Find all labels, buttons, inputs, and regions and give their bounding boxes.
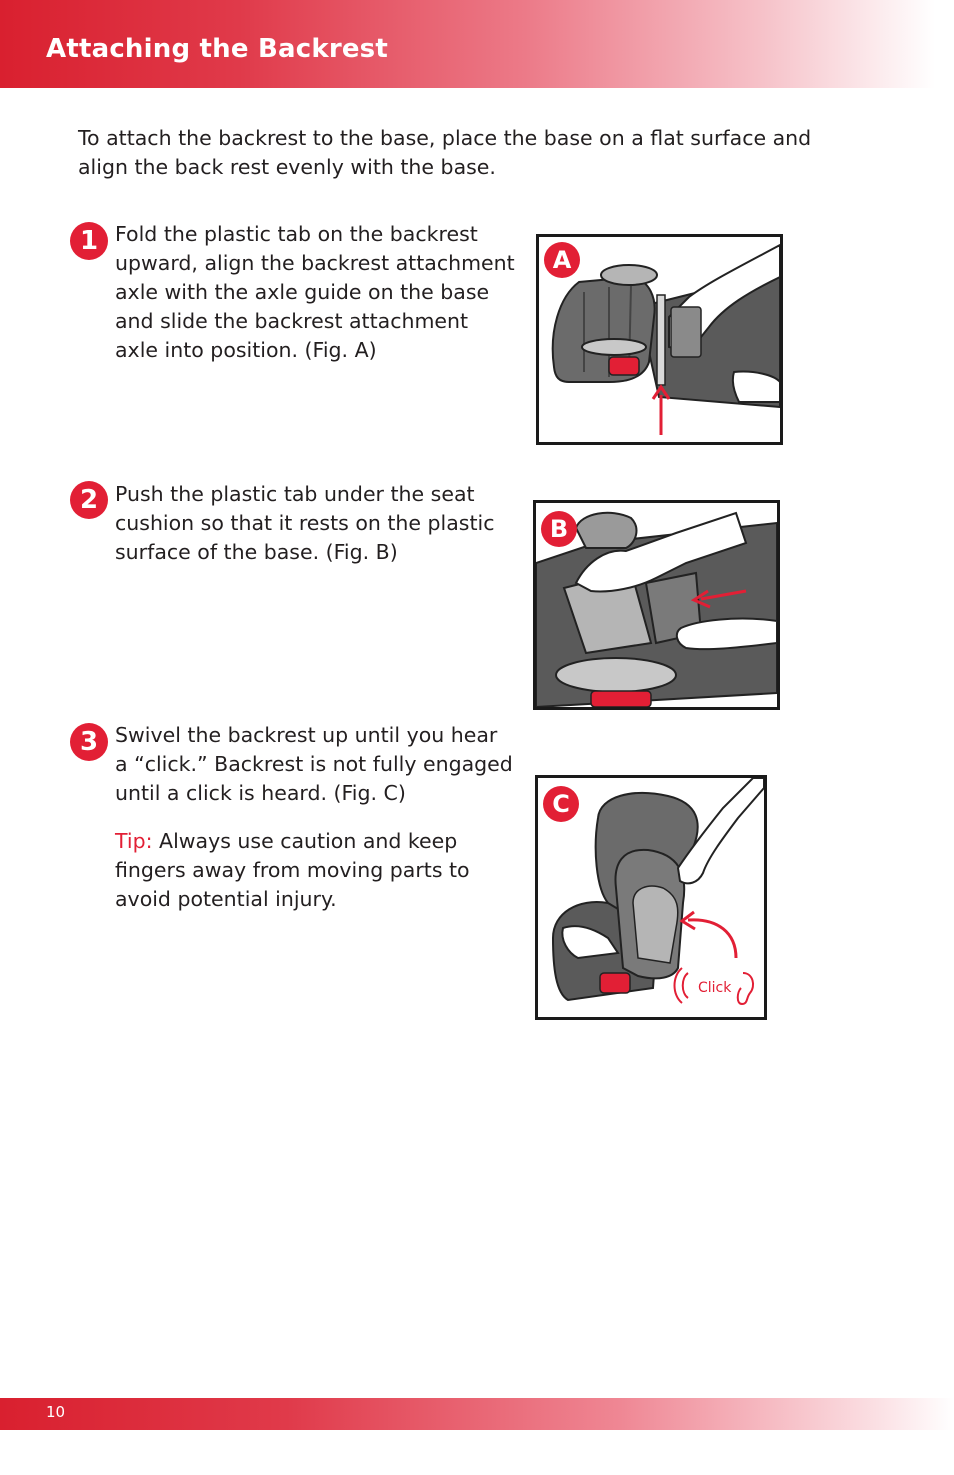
figure-b-label: B [541,511,577,547]
figure-c-label: C [543,786,579,822]
page-number: 10 [46,1403,66,1421]
tip-paragraph [115,827,515,914]
step-2-badge: 2 [70,481,108,519]
step-2-text: Push the plastic tab under the seat cushion so that it rests on the plastic surface of the base. (Fig. B) [115,482,495,564]
step-3-badge: 3 [70,723,108,761]
step-1-text: Fold the plastic tab on the backrest upward, align the backrest attachment axle with the axle guide on the base and slide the backrest attachment axle into position. (Fig. A) [115,222,515,362]
figure-c [535,775,767,1020]
click-sound-label: Click [698,980,732,996]
footer-band [0,1398,954,1430]
step-1-badge: 1 [70,222,108,260]
tip-label: Tip: [115,829,153,853]
figure-a [536,234,783,445]
figure-a-label: A [544,242,580,278]
intro-paragraph: To attach the backrest to the base, place the base on a flat surface and align the back rest evenly with the base. [78,126,812,179]
tip-text: Always use caution and keep fingers away from moving parts to avoid potential injury. [115,829,470,911]
page-title: Attaching the Backrest [46,34,388,64]
step-3-text: Swivel the backrest up until you hear a “click.” Backrest is not fully engaged until a click is heard. (Fig. C) [115,723,513,805]
figure-b [533,500,780,710]
